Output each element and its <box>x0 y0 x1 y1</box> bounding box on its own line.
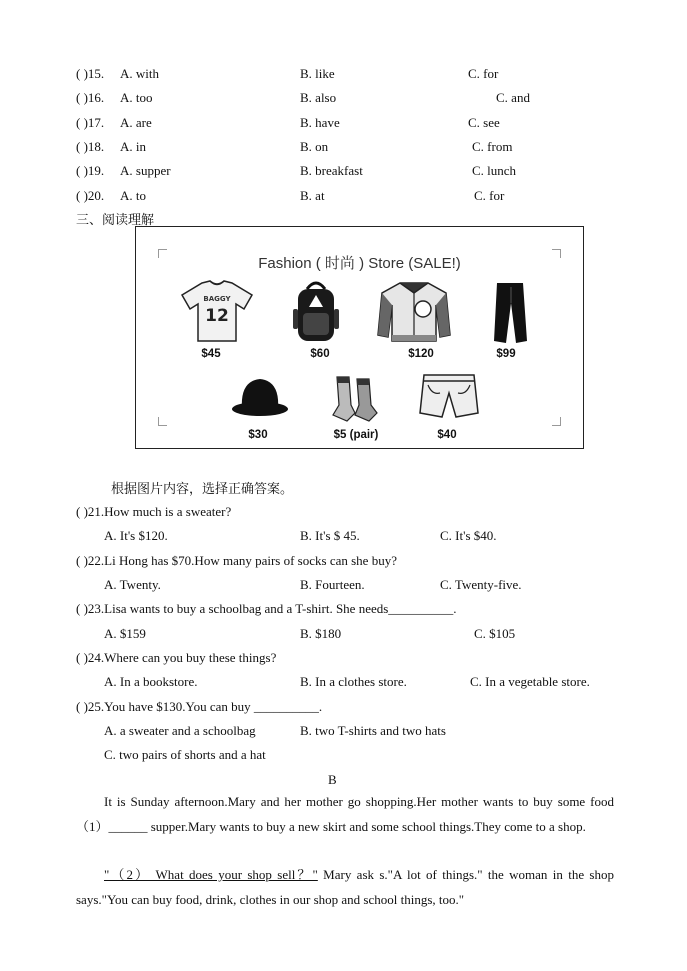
corner-mark <box>158 417 167 426</box>
question-19-stem: ( )19. <box>76 163 105 178</box>
question-21-stem: ( )21.How much is a sweater? <box>76 504 232 519</box>
question-15-option-c: C. for <box>468 66 499 81</box>
passage-paragraph-2 <box>76 863 614 912</box>
socks-icon <box>329 375 383 423</box>
question-25-option-b: B. two T-shirts and two hats <box>300 723 446 738</box>
t-shirt-icon <box>180 279 254 343</box>
question-25-stem: ( )25.You have $130.You can buy __________. <box>76 699 323 714</box>
price-sweater: $120 <box>408 348 434 360</box>
sweater-icon <box>376 279 452 345</box>
question-16-option-a: A. too <box>120 90 153 105</box>
price-trousers: $99 <box>496 348 516 360</box>
price-schoolbag: $60 <box>310 348 330 360</box>
question-22-option-a: A. Twenty. <box>104 577 161 592</box>
ad-title: Fashion ( 时尚 ) Store (SALE!) <box>258 255 461 272</box>
question-16-option-b: B. also <box>300 90 337 105</box>
question-22-stem: ( )22.Li Hong has $70.How many pairs of socks can she buy? <box>76 553 397 568</box>
trousers-icon <box>491 281 529 345</box>
jersey-text: BAGGY <box>203 295 231 303</box>
price-hat: $30 <box>248 429 268 441</box>
question-19-option-b: B. breakfast <box>300 163 363 178</box>
question-24-option-b: B. In a clothes store. <box>300 674 407 689</box>
question-17-option-c: C. see <box>468 115 500 130</box>
question-21-option-a: A. It's $120. <box>104 528 168 543</box>
question-20-stem: ( )20. <box>76 188 105 203</box>
question-23-option-a: A. $159 <box>104 626 146 641</box>
question-17-stem: ( )17. <box>76 115 105 130</box>
corner-mark <box>552 417 561 426</box>
question-18-stem: ( )18. <box>76 139 105 154</box>
passage-paragraph-2-text: Mary ask s."A lot of things." the woman in the shop says."You can buy food, drink, clothes in our shop and school things, too." <box>76 867 614 907</box>
part-b-heading: B <box>328 772 337 787</box>
question-23-stem: ( )23.Lisa wants to buy a schoolbag and a T-shirt. She needs__________. <box>76 601 457 616</box>
store-advertisement <box>135 226 584 449</box>
question-24-option-a: A. In a bookstore. <box>104 674 198 689</box>
question-21-option-b: B. It's $ 45. <box>300 528 360 543</box>
question-16-option-c: C. and <box>496 90 530 105</box>
question-18-option-b: B. on <box>300 139 329 154</box>
question-22-option-b: B. Fourteen. <box>300 577 365 592</box>
shorts-icon <box>418 373 480 419</box>
question-20-option-a: A. to <box>120 188 146 203</box>
question-19-option-a: A. supper <box>120 163 171 178</box>
section-title: 三、阅读理解 <box>76 213 155 228</box>
hat-icon <box>230 375 290 417</box>
question-20-option-b: B. at <box>300 188 325 203</box>
question-25-option-c: C. two pairs of shorts and a hat <box>104 747 266 762</box>
instruction: 根据图片内容，选择正确答案。 <box>111 482 294 497</box>
question-17-option-a: A. are <box>120 115 152 130</box>
question-23-option-c: C. $105 <box>474 626 516 641</box>
passage-question-blank: "（2） What does your shop sell？" <box>104 867 318 882</box>
price-shorts: $40 <box>437 429 457 441</box>
question-22-option-c: C. Twenty-five. <box>440 577 522 592</box>
question-15-option-b: B. like <box>300 66 335 81</box>
question-18-option-a: A. in <box>120 139 146 154</box>
price-socks: $5 (pair) <box>333 429 379 441</box>
jersey-number: 12 <box>205 306 229 326</box>
price-t-shirt: $45 <box>201 348 221 360</box>
question-19-option-c: C. lunch <box>472 163 517 178</box>
question-16-stem: ( )16. <box>76 90 105 105</box>
question-24-stem: ( )24.Where can you buy these things? <box>76 650 277 665</box>
question-21-option-c: C. It's $40. <box>440 528 497 543</box>
question-25-option-a: A. a sweater and a schoolbag <box>104 723 256 738</box>
passage-paragraph-1: It is Sunday afternoon.Mary and her mother go shopping.Her mother wants to buy some food （1）______ supper.Mary wants to buy a new skirt and some school things.They come to a shop. <box>76 794 614 834</box>
question-15-stem: ( )15. <box>76 66 105 81</box>
question-15-option-a: A. with <box>120 66 159 81</box>
question-17-option-b: B. have <box>300 115 340 130</box>
question-24-option-c: C. In a vegetable store. <box>470 674 590 689</box>
question-20-option-c: C. for <box>474 188 505 203</box>
question-18-option-c: C. from <box>472 139 513 154</box>
schoolbag-icon <box>291 279 341 345</box>
question-23-option-b: B. $180 <box>300 626 342 641</box>
